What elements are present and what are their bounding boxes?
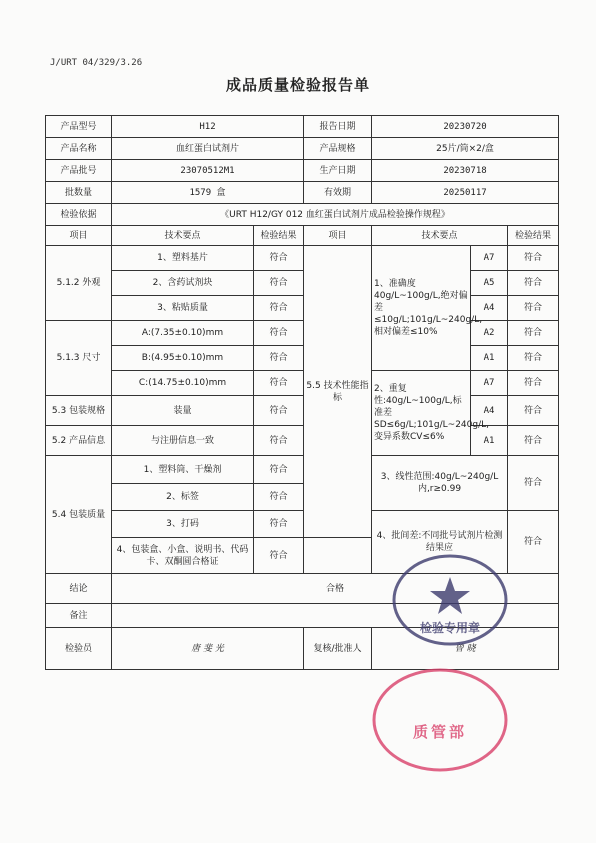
table-row [46,246,559,271]
mfg-date: 20230718 [372,160,559,182]
packaging-spec-label: 5.3 包装规格 [46,396,112,426]
remark-value [112,604,559,628]
accuracy-result-a4: 符合 [508,296,559,321]
header-row-basis [46,204,559,226]
product-info-result: 符合 [254,426,304,456]
header-row-name [46,138,559,160]
inspector-signature: 唐 斐 光 [112,628,304,670]
size-req-b: B:(4.95±0.10)mm [112,346,254,371]
signature-row [46,628,559,670]
accuracy-level-a5: A5 [471,271,508,296]
inspection-stamp-text: 检验专用章 [419,621,481,635]
repeat-level-a1: A1 [471,426,508,456]
pq-result-4: 符合 [254,538,304,574]
conclusion-label: 结论 [46,574,112,604]
appearance-result-3: 符合 [254,296,304,321]
lot-diff-requirement: 4、批间差:不同批号试剂片检测结果应 [372,511,508,574]
reviewer-signature: 曾 晓 [372,628,559,670]
header-row-lot [46,160,559,182]
header-row-qty [46,182,559,204]
product-model-label: 产品型号 [46,116,112,138]
appearance-req-3: 3、粘贴质量 [112,296,254,321]
table-row [46,456,559,484]
lot-number: 23070512M1 [112,160,304,182]
col-result-right: 检验结果 [508,226,559,246]
size-result-a: 符合 [254,321,304,346]
accuracy-result-a2: 符合 [508,321,559,346]
accuracy-requirement: 1、准确度 40g/L~100g/L,绝对偏差≤10g/L;101g/L~240g/L,相对偏差≤10% [372,246,471,371]
expiry-label: 有效期 [304,182,372,204]
size-result-b: 符合 [254,346,304,371]
pq-result-1: 符合 [254,456,304,484]
table-row [46,511,559,538]
table-row [46,371,559,396]
table-row [46,346,559,371]
size-label: 5.1.3 尺寸 [46,321,112,396]
size-result-c: 符合 [254,371,304,396]
product-model: H12 [112,116,304,138]
report-date-label: 报告日期 [304,116,372,138]
packaging-spec-result: 符合 [254,396,304,426]
qty-label: 批数量 [46,182,112,204]
appearance-label: 5.1.2 外观 [46,246,112,321]
column-header-row [46,226,559,246]
appearance-req-1: 1、塑料基片 [112,246,254,271]
remark-row [46,604,559,628]
table-row [46,271,559,296]
pq-result-3: 符合 [254,511,304,538]
repeat-result-a1: 符合 [508,426,559,456]
col-item: 项目 [46,226,112,246]
inspection-table [45,115,559,670]
product-info-label: 5.2 产品信息 [46,426,112,456]
col-requirement-right: 技术要点 [372,226,508,246]
pq-req-4: 4、包装盒、小盒、说明书、代码卡、双酮圆合格证 [112,538,254,574]
appearance-result-1: 符合 [254,246,304,271]
col-result: 检验结果 [254,226,304,246]
performance-label: 5.5 技术性能指标 [304,246,372,538]
batch-quantity: 1579 盒 [112,182,304,204]
pq-req-3: 3、打码 [112,511,254,538]
accuracy-level-a7: A7 [471,246,508,271]
header-row-model [46,116,559,138]
conclusion-row [46,574,559,604]
pq-result-2: 符合 [254,484,304,511]
packaging-spec-req: 装量 [112,396,254,426]
repeatability-requirement: 2、重复性:40g/L~100g/L,标准差SD≤6g/L;101g/L~240g/L,变异系数CV≤6% [372,371,471,456]
expiry-date: 20250117 [372,182,559,204]
accuracy-result-a5: 符合 [508,271,559,296]
linearity-result: 符合 [508,456,559,511]
table-row [46,426,559,456]
document-code: J/URT 04/329/3.26 [50,58,143,68]
accuracy-level-a2: A2 [471,321,508,346]
product-name: 血红蛋白试剂片 [112,138,304,160]
size-req-c: C:(14.75±0.10)mm [112,371,254,396]
inspector-label: 检验员 [46,628,112,670]
accuracy-result-a1: 符合 [508,346,559,371]
col-item-right: 项目 [304,226,372,246]
inspection-basis: 《URT H12/GY 012 血红蛋白试剂片成品检验操作规程》 [112,204,559,226]
basis-label: 检验依据 [46,204,112,226]
lot-diff-result: 符合 [508,511,559,574]
product-info-req: 与注册信息一致 [112,426,254,456]
col-requirement: 技术要点 [112,226,254,246]
appearance-result-2: 符合 [254,271,304,296]
repeat-level-a4: A4 [471,396,508,426]
conclusion-value: 合格 [112,574,559,604]
accuracy-level-a1: A1 [471,346,508,371]
mfg-date-label: 生产日期 [304,160,372,182]
report-date: 20230720 [372,116,559,138]
pq-req-2: 2、标签 [112,484,254,511]
repeat-result-a7: 符合 [508,371,559,396]
pq-req-1: 1、塑料筒、干燥剂 [112,456,254,484]
quality-stamp [370,665,510,775]
reviewer-label: 复核/批准人 [304,628,372,670]
product-name-label: 产品名称 [46,138,112,160]
packaging-quality-label: 5.4 包装质量 [46,456,112,574]
spec-label: 产品规格 [304,138,372,160]
accuracy-level-a4: A4 [471,296,508,321]
repeat-level-a7: A7 [471,371,508,396]
remark-label: 备注 [46,604,112,628]
appearance-req-2: 2、含药试剂块 [112,271,254,296]
repeat-result-a4: 符合 [508,396,559,426]
quality-stamp-text: 质管部 [412,723,468,741]
accuracy-result-a7: 符合 [508,246,559,271]
linearity-requirement: 3、线性范围:40g/L~240g/L内,r≥0.99 [372,456,508,511]
page-title: 成品质量检验报告单 [225,76,370,94]
product-spec: 25片/筒×2/盒 [372,138,559,160]
size-req-a: A:(7.35±0.10)mm [112,321,254,346]
lot-label: 产品批号 [46,160,112,182]
